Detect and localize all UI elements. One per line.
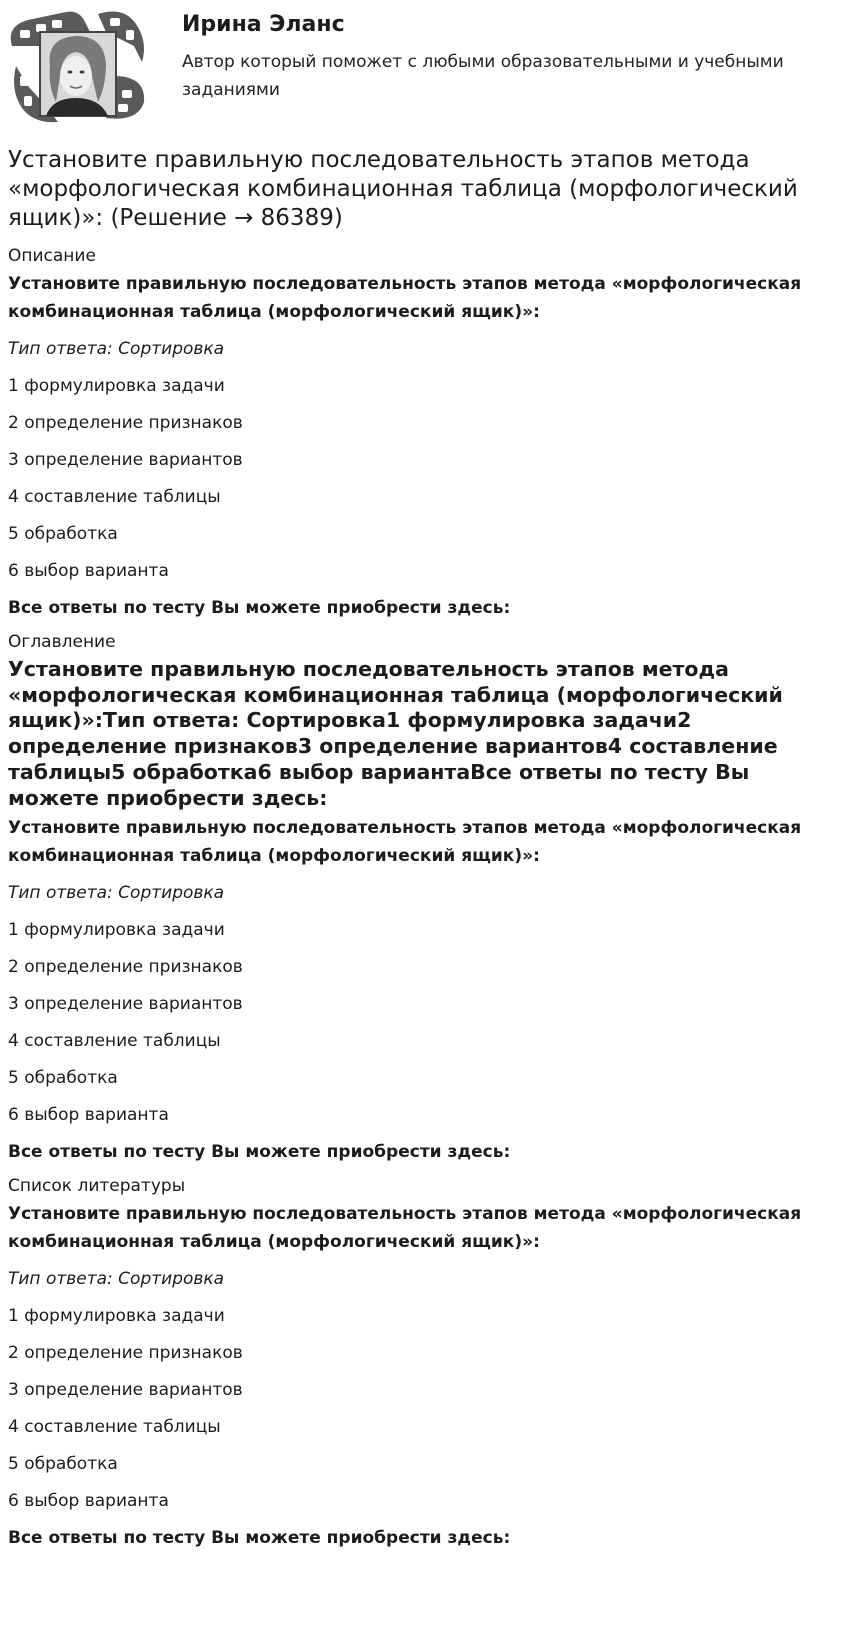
list-item: 1 формулировка задачи [8,1306,225,1327]
list-item: 4 составление таблицы [8,487,221,507]
list-item: 5 обработка [8,524,118,544]
answers-note: Все ответы по тесту Вы можете приобрести здесь: [8,1142,511,1163]
list-item: 3 определение вариантов [8,1380,243,1401]
list-item: 5 обработка [8,1454,118,1475]
answer-type: Тип ответа: Сортировка [8,883,225,904]
page-title: Установите правильную последовательность этапов метода «морфологическая комбинационная таблица (морфологический ящик)»: (Решение → 86389) [8,147,798,231]
answers-note: Все ответы по тесту Вы можете приобрести здесь: [8,1528,511,1549]
list-item: 6 выбор варианта [8,561,169,581]
main-content [8,146,838,1549]
question-text: Установите правильную последовательность этапов метода «морфологическая комбинационная таблица (морфологический ящик)»: [8,818,802,867]
list-item: 2 определение признаков [8,1343,243,1364]
question-text: Установите правильную последовательность этапов метода «морфологическая комбинационная таблица (морфологический ящик)»: [8,1204,802,1253]
list-item: 6 выбор варианта [8,1491,169,1512]
refs-label: Список литературы [8,1176,186,1197]
list-item: 3 определение вариантов [8,994,243,1015]
list-item: 1 формулировка задачи [8,920,225,941]
answers-note: Все ответы по тесту Вы можете приобрести здесь: [8,598,511,618]
toc-label: Оглавление [8,632,116,652]
answer-type: Тип ответа: Сортировка [8,1269,225,1290]
toc-heading: Установите правильную последовательность этапов метода «морфологическая комбинационная таблица (морфологический ящик)»:Тип ответа: Сортировка1 формулировка задачи2 определение признаков3 определение вариантов4 составление таблицы5 обработка6 выбор вариантаВсе ответы по тесту Вы можете приобрести здесь: [8,657,783,810]
author-description: Автор который поможет с любыми образовательными и учебными заданиями [182,52,784,100]
list-item: 4 составление таблицы [8,1417,221,1438]
list-item: 5 обработка [8,1068,118,1089]
author-card [0,0,847,130]
list-item: 4 составление таблицы [8,1031,221,1052]
author-avatar[interactable] [6,6,152,126]
author-name[interactable]: Ирина Эланс [182,12,345,37]
question-text: Установите правильную последовательность этапов метода «морфологическая комбинационная таблица (морфологический ящик)»: [8,274,802,322]
description-label: Описание [8,246,96,266]
answer-type: Тип ответа: Сортировка [8,339,225,359]
list-item: 6 выбор варианта [8,1105,169,1126]
list-item: 3 определение вариантов [8,450,243,470]
list-item: 1 формулировка задачи [8,376,225,396]
list-item: 2 определение признаков [8,413,243,433]
list-item: 2 определение признаков [8,957,243,978]
